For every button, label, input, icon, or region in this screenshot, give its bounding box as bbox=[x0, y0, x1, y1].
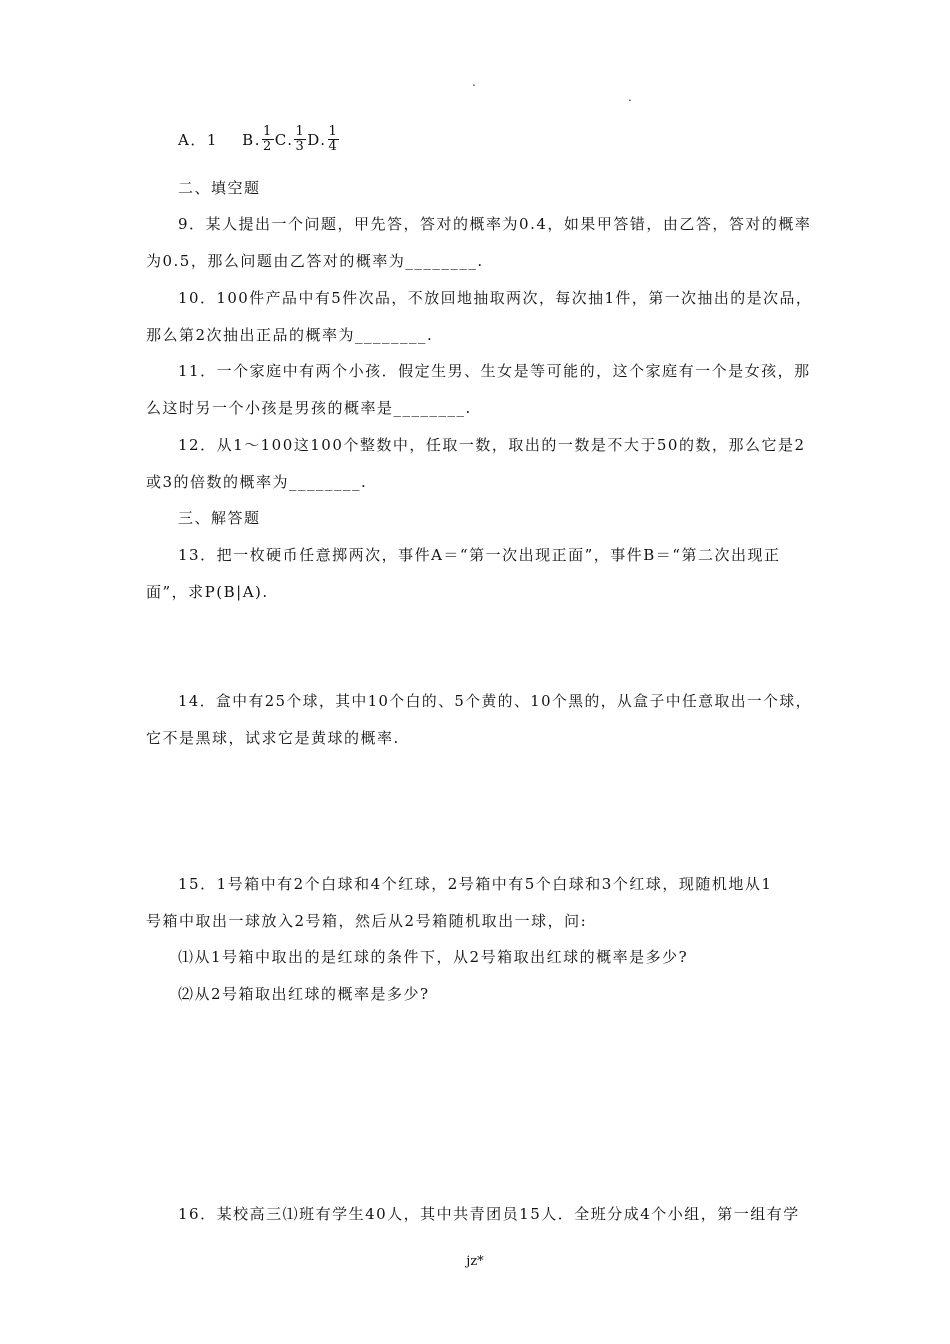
header-dot-left: . bbox=[472, 75, 476, 89]
question-11-line-2: 么这时另一个小孩是男孩的概率是________. bbox=[146, 399, 472, 417]
question-15-part-1: ⑴从1号箱中取出的是红球的条件下，从2号箱取出红球的概率是多少? bbox=[178, 948, 689, 966]
header-dot-right: . bbox=[628, 90, 632, 104]
question-15-line-2: 号箱中取出一球放入2号箱，然后从2号箱随机取出一球，问: bbox=[146, 912, 588, 930]
option-c-fraction: $\frac{1}{3}$ bbox=[295, 124, 306, 154]
question-11-line-1: 11．一个家庭中有两个小孩．假定生男、生女是等可能的，这个家庭有一个是女孩，那 bbox=[178, 362, 811, 380]
section-2-heading: 二、填空题 bbox=[178, 179, 261, 197]
question-8-options bbox=[178, 125, 340, 154]
question-16-line-1: 16．某校高三⑴班有学生40人，其中共青团员15人．全班分成4个小组，第一组有学 bbox=[178, 1205, 800, 1223]
question-10-line-1: 10．100件产品中有5件次品，不放回地抽取两次，每次抽1件，第一次抽出的是次品， bbox=[178, 289, 813, 307]
question-10-line-2: 那么第2次抽出正品的概率为________. bbox=[146, 326, 434, 344]
option-b-fraction: $\frac{1}{2}$ bbox=[262, 124, 273, 154]
section-3-heading: 三、解答题 bbox=[178, 509, 261, 527]
question-15-part-2: ⑵从2号箱取出红球的概率是多少? bbox=[178, 985, 430, 1003]
question-9-line-1: 9．某人提出一个问题，甲先答，答对的概率为0.4，如果甲答错，由乙答，答对的概率 bbox=[178, 215, 812, 233]
question-14-line-2: 它不是黑球，试求它是黄球的概率. bbox=[146, 729, 400, 747]
option-b-label: B. bbox=[242, 130, 261, 149]
question-15-line-1: 15．1号箱中有2个白球和4个红球，2号箱中有5个白球和3个红球，现随机地从1 bbox=[178, 875, 773, 893]
option-d-label: D. bbox=[307, 130, 327, 149]
question-14-line-1: 14．盒中有25个球，其中10个白的、5个黄的、10个黑的，从盒子中任意取出一个球， bbox=[178, 692, 812, 710]
option-a: A．1 bbox=[178, 130, 218, 149]
option-d-fraction: $\frac{1}{4}$ bbox=[328, 124, 339, 154]
question-12-line-2: 或3的倍数的概率为________. bbox=[146, 473, 368, 491]
question-12-line-1: 12．从1～100这100个整数中，任取一数，取出的一数是不大于50的数，那么它是2 bbox=[178, 436, 806, 454]
question-13-line-1: 13．把一枚硬币任意掷两次，事件A＝“第一次出现正面”，事件B＝“第二次出现正 bbox=[178, 546, 781, 564]
question-9-line-2: 为0.5，那么问题由乙答对的概率为________. bbox=[146, 252, 484, 270]
question-13-line-2: 面”，求P(B|A). bbox=[146, 583, 269, 601]
option-c-label: C. bbox=[274, 130, 294, 149]
page-footer: jz* bbox=[466, 1254, 484, 1269]
